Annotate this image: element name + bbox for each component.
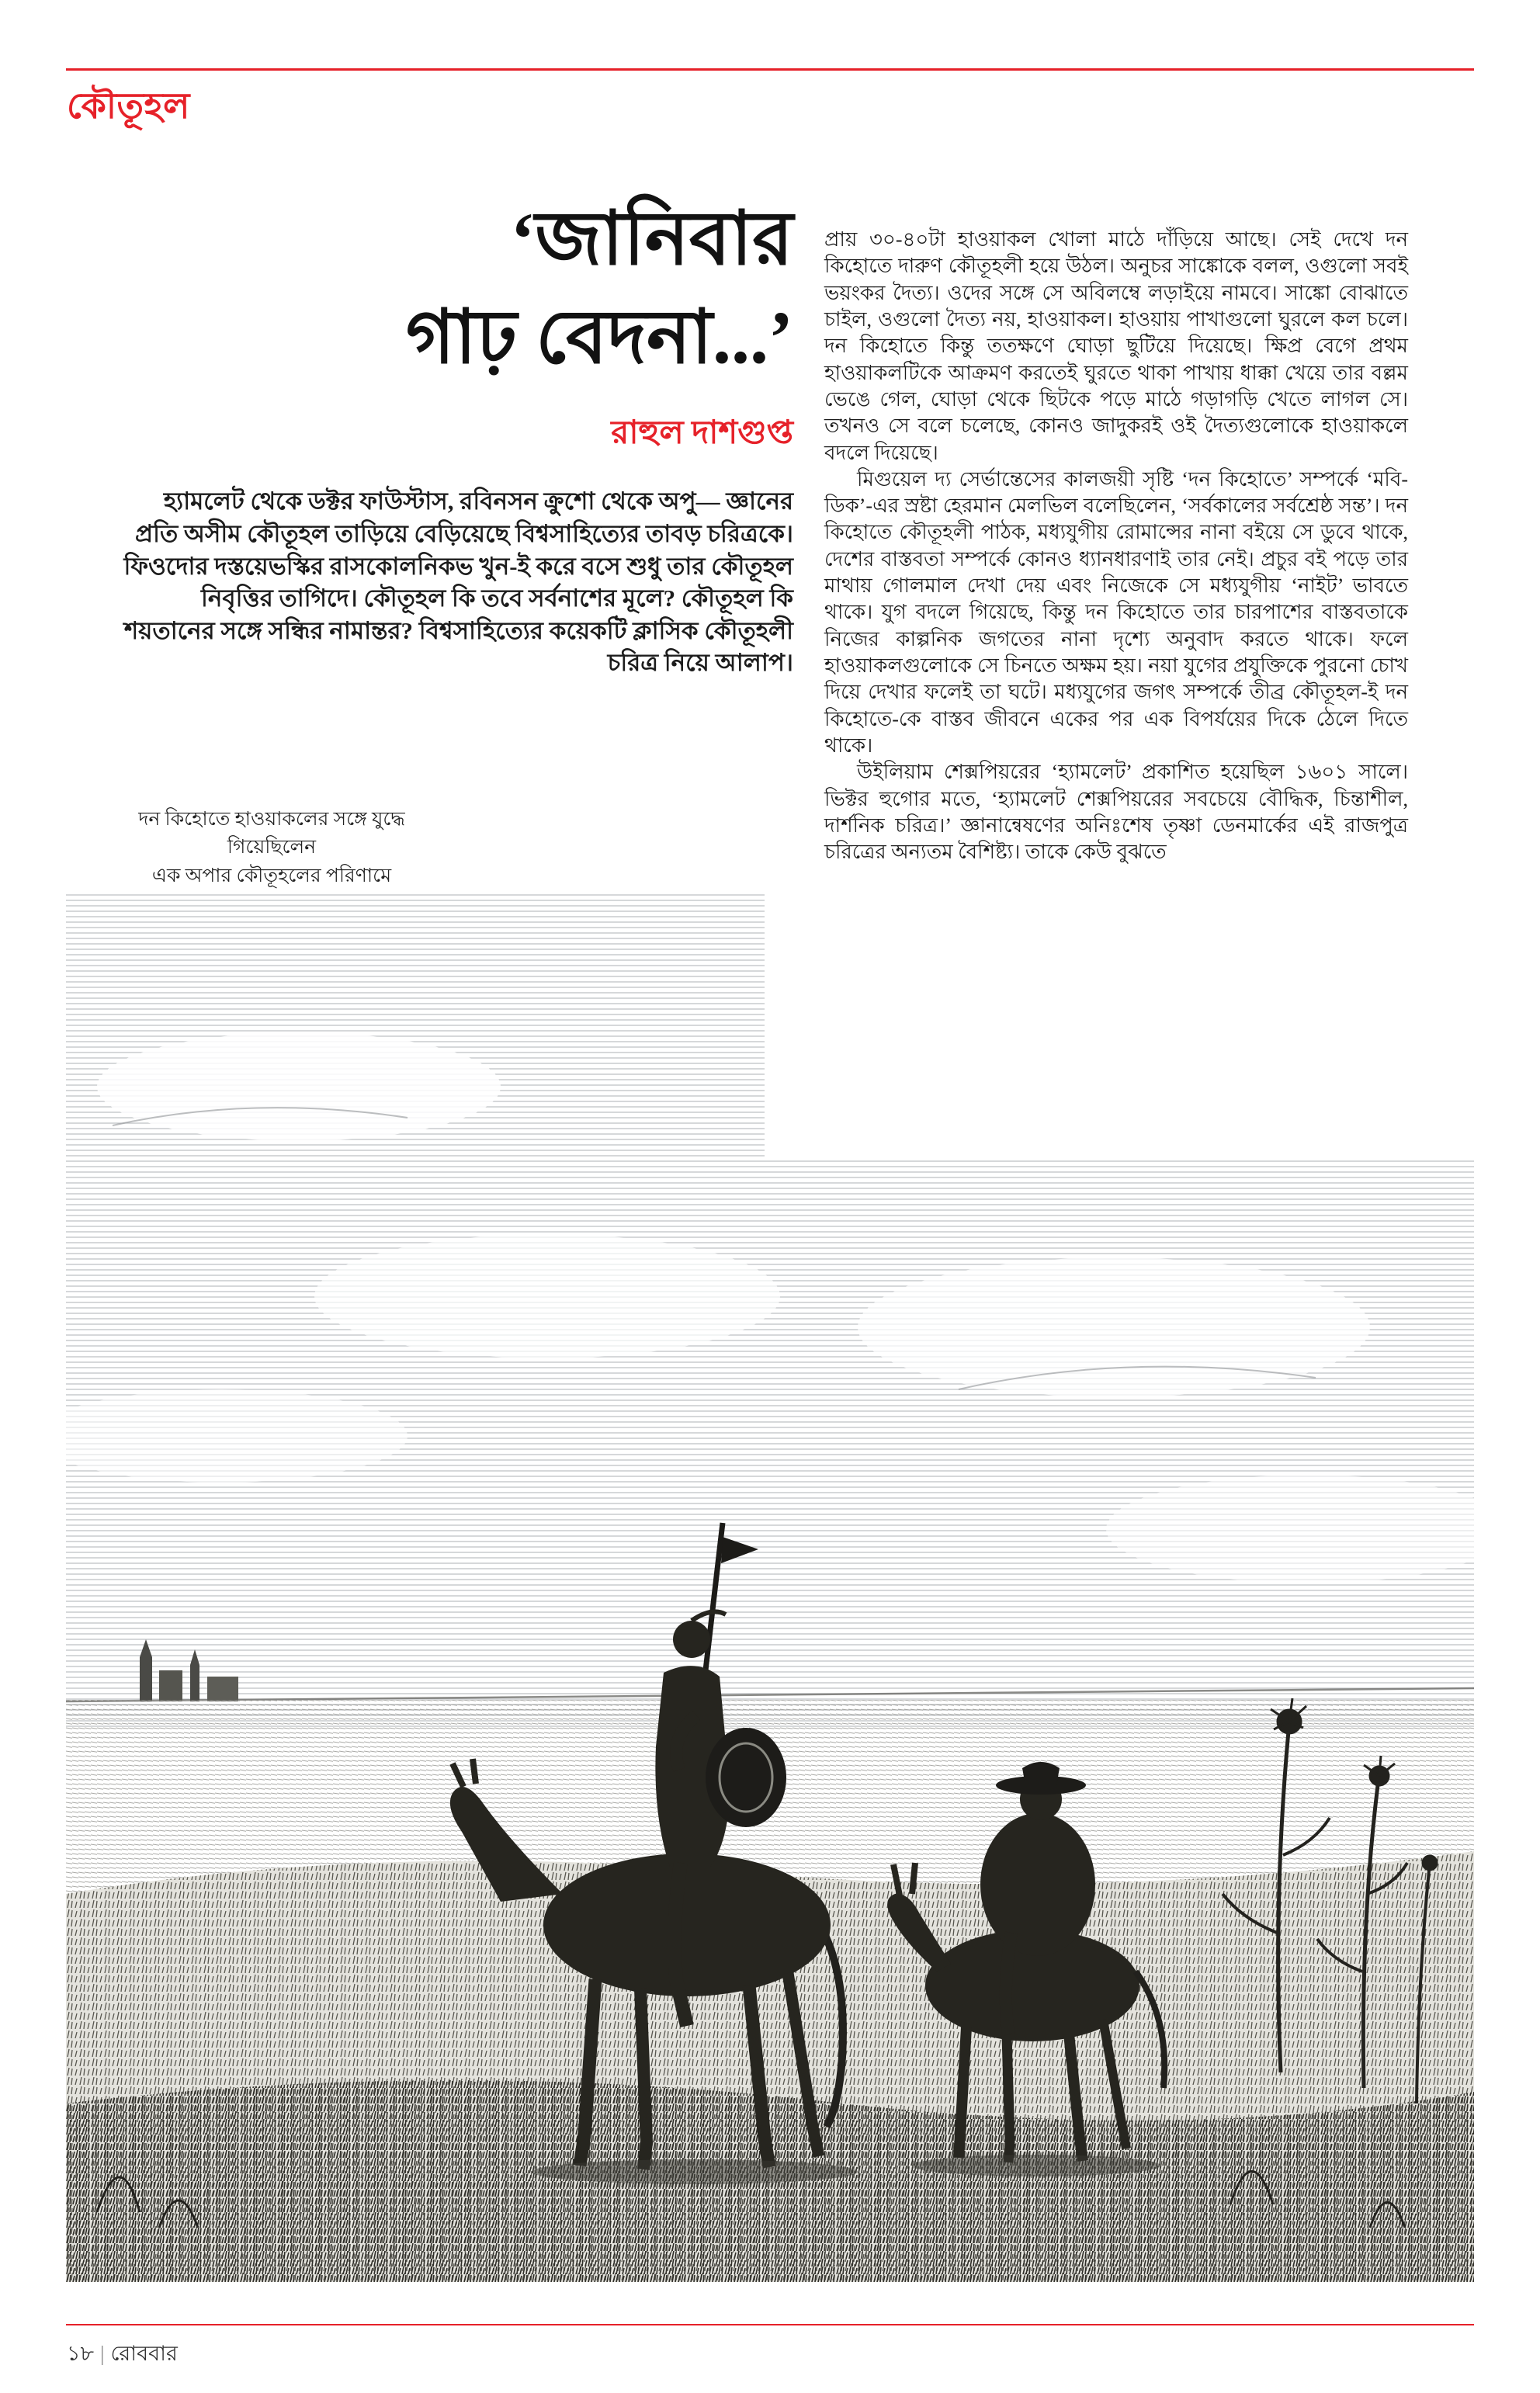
sky [66,893,1474,1727]
engraving-svg [66,893,1474,2282]
caption-line-2: এক অপার কৌতূহলের পরিণামে [151,865,392,886]
body-paragraph: প্রায় ৩০-৪০টা হাওয়াকল খোলা মাঠে দাঁড়িয়ে আছে। সেই দেখে দন কিহোতে দারুণ কৌতূহলী হয়ে উঠল। অনুচর সাঙ্কোকে বলল, ওগুলো সবই ভয়ংকর দৈত্য। ওদের সঙ্গে সে অবিলম্বে লড়াইয়ে নামবে। সাঙ্কো বোঝাতে চাইল, ওগুলো দৈত্য নয়, হাওয়াকল। হাওয়ায় পাখাগুলো ঘুরলে কল চলে। দন কিহোতে কিন্তু ততক্ষণে ঘোড়া ছুটিয়ে দিয়েছে। ক্ষিপ্র বেগে প্রথম হাওয়াকলটিকে আক্রমণ করতেই ঘুরতে থাকা পাখায় ধাক্কা খেয়ে তার বল্লম ভেঙে গেল, ঘোড়া থেকে ছিটকে পড়ে মাঠে গড়াগড়ি খেতে লাগল সে। তখনও সে বলে চলেছে, কোনও জাদুকরই ওই দৈত্যগুলোকে হাওয়াকলে বদলে দিয়েছে। [824,228,1408,464]
body-paragraph: মিগুয়েল দ্য সের্ভান্তেসের কালজয়ী সৃষ্টি ‘দন কিহোতে’ সম্পর্কে ‘মবি-ডিক’-এর স্রষ্টা হেরমান মেলভিল বলেছিলেন, ‘সর্বকালের সর্বশ্রেষ্ঠ সন্ত’। দন কিহোতে কৌতূহলী পাঠক, মধ্যযুগীয় রোমান্সের নানা বইয়ে সে ডুবে থাকে, দেশের বাস্তবতা সম্পর্কে কোনও ধ্যানধারণাই তার নেই। প্রচুর বই পড়ে তার মাথায় গোলমাল দেখা দেয় এবং নিজেকে সে মধ্যযুগীয় ‘নাইট’ ভাবতে থাকে। যুগ বদলে গিয়েছে, কিন্তু দন কিহোতে তার চারপাশের বাস্তবতাকে নিজের কাল্পনিক জগতের নানা দৃশ্যে অনুবাদ করতে থাকে। ফলে হাওয়াকলগুলোকে সে চিনতে অক্ষম হয়। নয়া যুগের প্রযুক্তিকে পুরনো চোখ দিয়ে দেখার ফলেই তা ঘটে। মধ্যযুগের জগৎ সম্পর্কে তীব্র কৌতূহল-ই দন কিহোতে-কে বাস্তব জীবনে একের পর এক বিপর্যয়ের দিকে ঠেলে দিতে থাকে। [824,467,1408,757]
footer-divider [66,2324,1474,2325]
article-headline [116,190,793,387]
byline: রাহুল দাশগুপ্ত [611,415,793,452]
headline-line-2: গাঢ় বেদনা...’ [406,295,793,379]
folio [67,2338,178,2373]
body-paragraph: উইলিয়াম শেক্সপিয়রের ‘হ্যামলেট’ প্রকাশিত হয়েছিল ১৬০১ সালে। ভিক্টর হুগোর মতে, ‘হ্যামলেট শেক্সপিয়রের সবচেয়ে বৌদ্ধিক, চিন্তাশীল, দার্শনিক চরিত্র।’ জ্ঞানান্বেষণের অনিঃশেষ তৃষ্ণা ডেনমার্কের এই রাজপুত্র চরিত্রের অন্যতম বৈশিষ্ট্য। তাকে কেউ বুঝতে [824,761,1408,864]
caption-line-1: দন কিহোতে হাওয়াকলের সঙ্গে যুদ্ধে গিয়েছিলেন [138,809,405,858]
body-column [824,227,1408,866]
standfirst: হ্যামলেট থেকে ডক্টর ফাউস্টাস, রবিনসন ক্রুশো থেকে অপু— জ্ঞানের প্রতি অসীম কৌতূহল তাড়িয়ে বেড়িয়েছে বিশ্বসাহিত্যের তাবড় চরিত্রকে। ফিওদোর দস্তয়েভস্কির রাসকোলনিকভ খুন-ই করে বসে শুধু তার কৌতূহল নিবৃত্তির তাগিদে। কৌতূহল কি তবে সর্বনাশের মূলে? কৌতূহল কি শয়তানের সঙ্গে সন্ধির নামান্তর? বিশ্বসাহিত্যের কয়েকটি ক্লাসিক কৌতূহলী চরিত্র নিয়ে আলাপ। [123,487,793,677]
illustration-caption [116,806,427,890]
don-quixote-illustration [66,893,1474,2282]
headline-line-1: ‘জানিবার [510,197,793,280]
section-label: কৌতূহল [67,86,190,126]
page-number: ১৮ [67,2342,95,2365]
left-column [116,190,793,679]
magazine-name: রোববার [110,2342,178,2365]
top-divider [66,68,1474,71]
folio-separator: | [100,2342,105,2365]
